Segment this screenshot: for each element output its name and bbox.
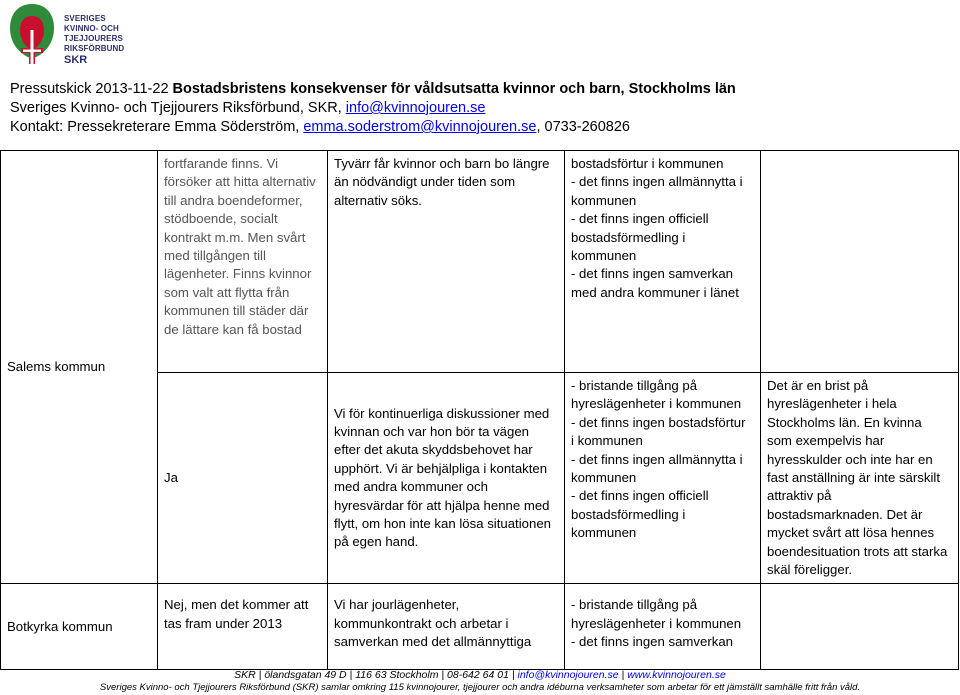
municipality-table bbox=[0, 150, 959, 670]
col5-cell bbox=[761, 151, 959, 373]
press-header bbox=[10, 80, 736, 137]
org-email-link[interactable]: info@kvinnojouren.se bbox=[345, 100, 486, 116]
municipality-cell: Salems kommun bbox=[1, 151, 158, 584]
col2-cell: fortfarande finns. Vi försöker att hitta alternativ till andra boendeformer, stödboende, socialt kontrakt m.m. Men svårt med tillgången till lägenheter. Finns kvinnor som valt att flytta från kommunen till städer där de lättare kan få bostad bbox=[158, 151, 328, 373]
col4-cell: - bristande tillgång på hyreslägenheter i kommunen - det finns ingen samverkan bbox=[565, 584, 761, 670]
col4-cell: bostadsförtur i kommunen - det finns ingen allmännytta i kommunen - det finns ingen officiell bostadsförmedling i kommunen - det finns ingen samverkan med andra kommuner i länet bbox=[565, 151, 761, 373]
municipality-cell: Botkyrka kommun bbox=[1, 584, 158, 670]
footer-tagline: Sveriges Kvinno- och Tjejjourers Riksförbund (SKR) samlar omkring 115 kvinnojourer, tjejjourer och andra idéburna verksamheter som arbetar för ett jämställt samhälle fritt från våld. bbox=[99, 682, 861, 693]
col4-cell: - bristande tillgång på hyreslägenheter i kommunen - det finns ingen bostadsförtur i kommunen - det finns ingen allmännytta i kommunen - det finns ingen officiell bostadsförmedling i kommunen bbox=[565, 373, 761, 584]
press-title-line: Pressutskick 2013-11-22 Bostadsbristens konsekvenser för våldsutsatta kvinnor och barn, Stockholms län bbox=[10, 81, 736, 97]
answer-cell: Ja bbox=[158, 373, 328, 584]
footer-email-link[interactable]: info@kvinnojouren.se bbox=[517, 669, 619, 681]
contact-email-link[interactable]: emma.soderstrom@kvinnojouren.se bbox=[303, 119, 537, 135]
skr-logo-text: SVERIGES KVINNO- OCH TJEJJOURERS RIKSFÖRBUND SKR bbox=[64, 14, 125, 66]
col3-cell: Vi har jourlägenheter, kommunkontrakt och arbetar i samverkan med det allmännyttiga bbox=[328, 584, 565, 670]
table-row bbox=[1, 151, 959, 373]
col5-cell: Det är en brist på hyreslägenheter i hela Stockholms län. En kvinna som exempelvis har hyresskulder och inte har en fast anställning är inte särskilt attraktiv på bostadsmarknaden. Det är mycket svårt att lösa hennes boendesituation trots att starka skäl föreligger. bbox=[761, 373, 959, 584]
contact-line: Kontakt: Pressekreterare Emma Söderström, emma.soderstrom@kvinnojouren.se, 0733-260826 bbox=[10, 119, 630, 135]
footer-web-link[interactable]: www.kvinnojouren.se bbox=[627, 669, 726, 681]
org-line: Sveriges Kvinno- och Tjejjourers Riksförbund, SKR, info@kvinnojouren.se bbox=[10, 100, 486, 116]
col3-cell: Tyvärr får kvinnor och barn bo längre än nödvändigt under tiden som alternativ söks. bbox=[328, 151, 565, 373]
answer-cell: Nej, men det kommer att tas fram under 2013 bbox=[158, 584, 328, 670]
col3-cell: Vi för kontinuerliga diskussioner med kvinnan och var hon bör ta vägen efter det akuta skyddsbehovet har upphört. Vi är behjälpliga i kontakten med andra kommuner och hyresvärdar för att hjälpa henne med flytt, om hon inte kan lösa situationen på egen hand. bbox=[328, 373, 565, 584]
footer-address: SKR | ölandsgatan 49 D | 116 63 Stockholm | 08-642 64 01 | info@kvinnojouren.se | www.kvinnojouren.se bbox=[234, 669, 726, 681]
skr-logo bbox=[6, 2, 166, 66]
skr-logo-mark bbox=[6, 2, 58, 66]
page-footer bbox=[0, 669, 960, 694]
table-row bbox=[1, 584, 959, 670]
press-title: Bostadsbristens konsekvenser för våldsutsatta kvinnor och barn, Stockholms län bbox=[172, 81, 736, 97]
col5-cell bbox=[761, 584, 959, 670]
